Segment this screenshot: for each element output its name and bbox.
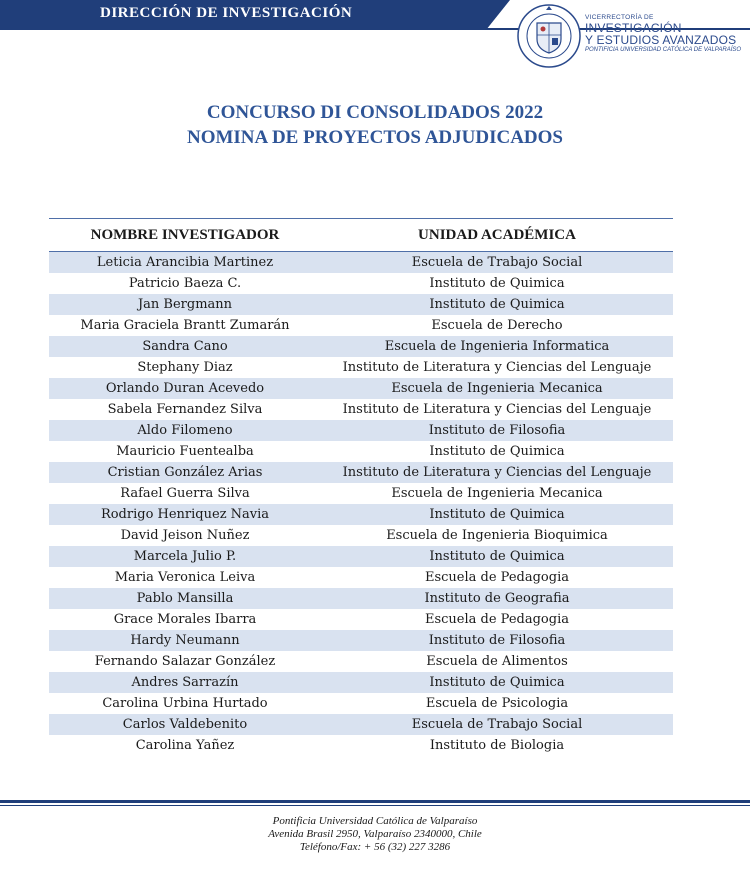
table-row: [49, 504, 673, 525]
researcher-name: Maria Graciela Brantt Zumarán: [80, 318, 290, 333]
researcher-name: Cristian González Arias: [107, 465, 263, 480]
awarded-projects-table: [49, 218, 673, 756]
table-row: [49, 588, 673, 609]
table-row: [49, 357, 673, 378]
academic-unit: Instituto de Quimica: [429, 276, 565, 291]
university-seal-icon: [516, 3, 582, 69]
academic-unit: Instituto de Literatura y Ciencias del Lenguaje: [342, 465, 652, 480]
academic-unit: Instituto de Literatura y Ciencias del Lenguaje: [342, 402, 652, 417]
researcher-name: Carolina Yañez: [135, 738, 235, 753]
table-row: [49, 567, 673, 588]
researcher-name: Rafael Guerra Silva: [120, 486, 250, 501]
academic-unit: Instituto de Geografia: [424, 591, 570, 606]
vice-line-3: Y ESTUDIOS AVANZADOS: [585, 33, 737, 47]
table-row: [49, 483, 673, 504]
vice-line-4: PONTIFICIA UNIVERSIDAD CATÓLICA DE VALPARAÍSO: [585, 47, 742, 53]
table-row: [49, 546, 673, 567]
researcher-name: Aldo Filomeno: [137, 423, 233, 438]
vice-line-2: INVESTIGACIÓN: [585, 21, 682, 35]
academic-unit: Escuela de Trabajo Social: [411, 717, 583, 732]
vice-line-1: VICERRECTORÍA DE: [585, 14, 654, 21]
table-row: [49, 525, 673, 546]
researcher-name: Leticia Arancibia Martinez: [96, 255, 274, 270]
footer-rule-thick: [0, 800, 750, 803]
researcher-name: Carolina Urbina Hurtado: [102, 696, 268, 711]
researcher-name: Carlos Valdebenito: [122, 717, 248, 732]
academic-unit: Instituto de Quimica: [429, 444, 565, 459]
table-row: [49, 315, 673, 336]
table-row: [49, 399, 673, 420]
footer-phone: Teléfono/Fax: + 56 (32) 227 3286: [299, 841, 451, 853]
academic-unit: Escuela de Ingenieria Informatica: [384, 339, 610, 354]
table-row: [49, 693, 673, 714]
table-row: [49, 273, 673, 294]
table-row: [49, 441, 673, 462]
researcher-name: Pablo Mansilla: [136, 591, 234, 606]
table-row: [49, 420, 673, 441]
researcher-name: Marcela Julio P.: [133, 549, 237, 564]
researcher-name: Maria Veronica Leiva: [114, 570, 256, 585]
header-researcher-name: NOMBRE INVESTIGADOR: [90, 226, 280, 243]
researcher-name: Jan Bergmann: [137, 297, 233, 312]
academic-unit: Escuela de Psicologia: [425, 696, 569, 711]
table-row: [49, 294, 673, 315]
document-title: CONCURSO DI CONSOLIDADOS 2022: [206, 102, 544, 123]
table-row: [49, 462, 673, 483]
table-row: [49, 630, 673, 651]
academic-unit: Escuela de Ingenieria Bioquimica: [386, 528, 608, 543]
table-row: [49, 609, 673, 630]
vice-rectorate-logo: [585, 14, 750, 54]
researcher-name: Patricio Baeza C.: [128, 276, 242, 291]
researcher-name: David Jeison Nuñez: [120, 528, 250, 543]
table-row: [49, 378, 673, 399]
researcher-name: Hardy Neumann: [130, 633, 240, 648]
researcher-name: Grace Morales Ibarra: [113, 612, 257, 627]
academic-unit: Escuela de Pedagogia: [424, 612, 569, 627]
researcher-name: Sandra Cano: [142, 339, 228, 354]
table-row: [49, 714, 673, 735]
academic-unit: Escuela de Ingenieria Mecanica: [391, 381, 603, 396]
researcher-name: Andres Sarrazín: [131, 675, 239, 690]
academic-unit: Instituto de Quimica: [429, 549, 565, 564]
academic-unit: Escuela de Trabajo Social: [411, 255, 583, 270]
academic-unit: Instituto de Quimica: [429, 297, 565, 312]
researcher-name: Orlando Duran Acevedo: [105, 381, 265, 396]
academic-unit: Escuela de Pedagogia: [424, 570, 569, 585]
footer-rule-thin: [0, 805, 750, 806]
academic-unit: Instituto de Quimica: [429, 507, 565, 522]
footer-university: Pontificia Universidad Católica de Valparaíso: [272, 815, 478, 827]
academic-unit: Instituto de Filosofia: [428, 633, 566, 648]
table-header: [49, 219, 673, 252]
table-row: [49, 651, 673, 672]
document-subtitle: NOMINA DE PROYECTOS ADJUDICADOS: [186, 127, 563, 148]
academic-unit: Instituto de Biologia: [429, 738, 565, 753]
department-title: DIRECCIÓN DE INVESTIGACIÓN: [100, 5, 353, 21]
table-row: [49, 252, 673, 273]
header-academic-unit: UNIDAD ACADÉMICA: [418, 226, 576, 243]
academic-unit: Instituto de Filosofia: [428, 423, 566, 438]
researcher-name: Rodrigo Henriquez Navia: [100, 507, 270, 522]
academic-unit: Escuela de Derecho: [431, 318, 563, 333]
table-row: [49, 336, 673, 357]
table-body: [49, 252, 673, 756]
academic-unit: Instituto de Quimica: [429, 675, 565, 690]
table-row: [49, 735, 673, 756]
researcher-name: Fernando Salazar González: [94, 654, 276, 669]
table-row: [49, 672, 673, 693]
researcher-name: Mauricio Fuentealba: [116, 444, 254, 459]
academic-unit: Escuela de Alimentos: [426, 654, 568, 669]
academic-unit: Instituto de Literatura y Ciencias del Lenguaje: [342, 360, 652, 375]
footer-address: Avenida Brasil 2950, Valparaíso 2340000, Chile: [268, 828, 482, 840]
researcher-name: Stephany Diaz: [137, 360, 233, 375]
academic-unit: Escuela de Ingenieria Mecanica: [391, 486, 603, 501]
researcher-name: Sabela Fernandez Silva: [107, 402, 263, 417]
